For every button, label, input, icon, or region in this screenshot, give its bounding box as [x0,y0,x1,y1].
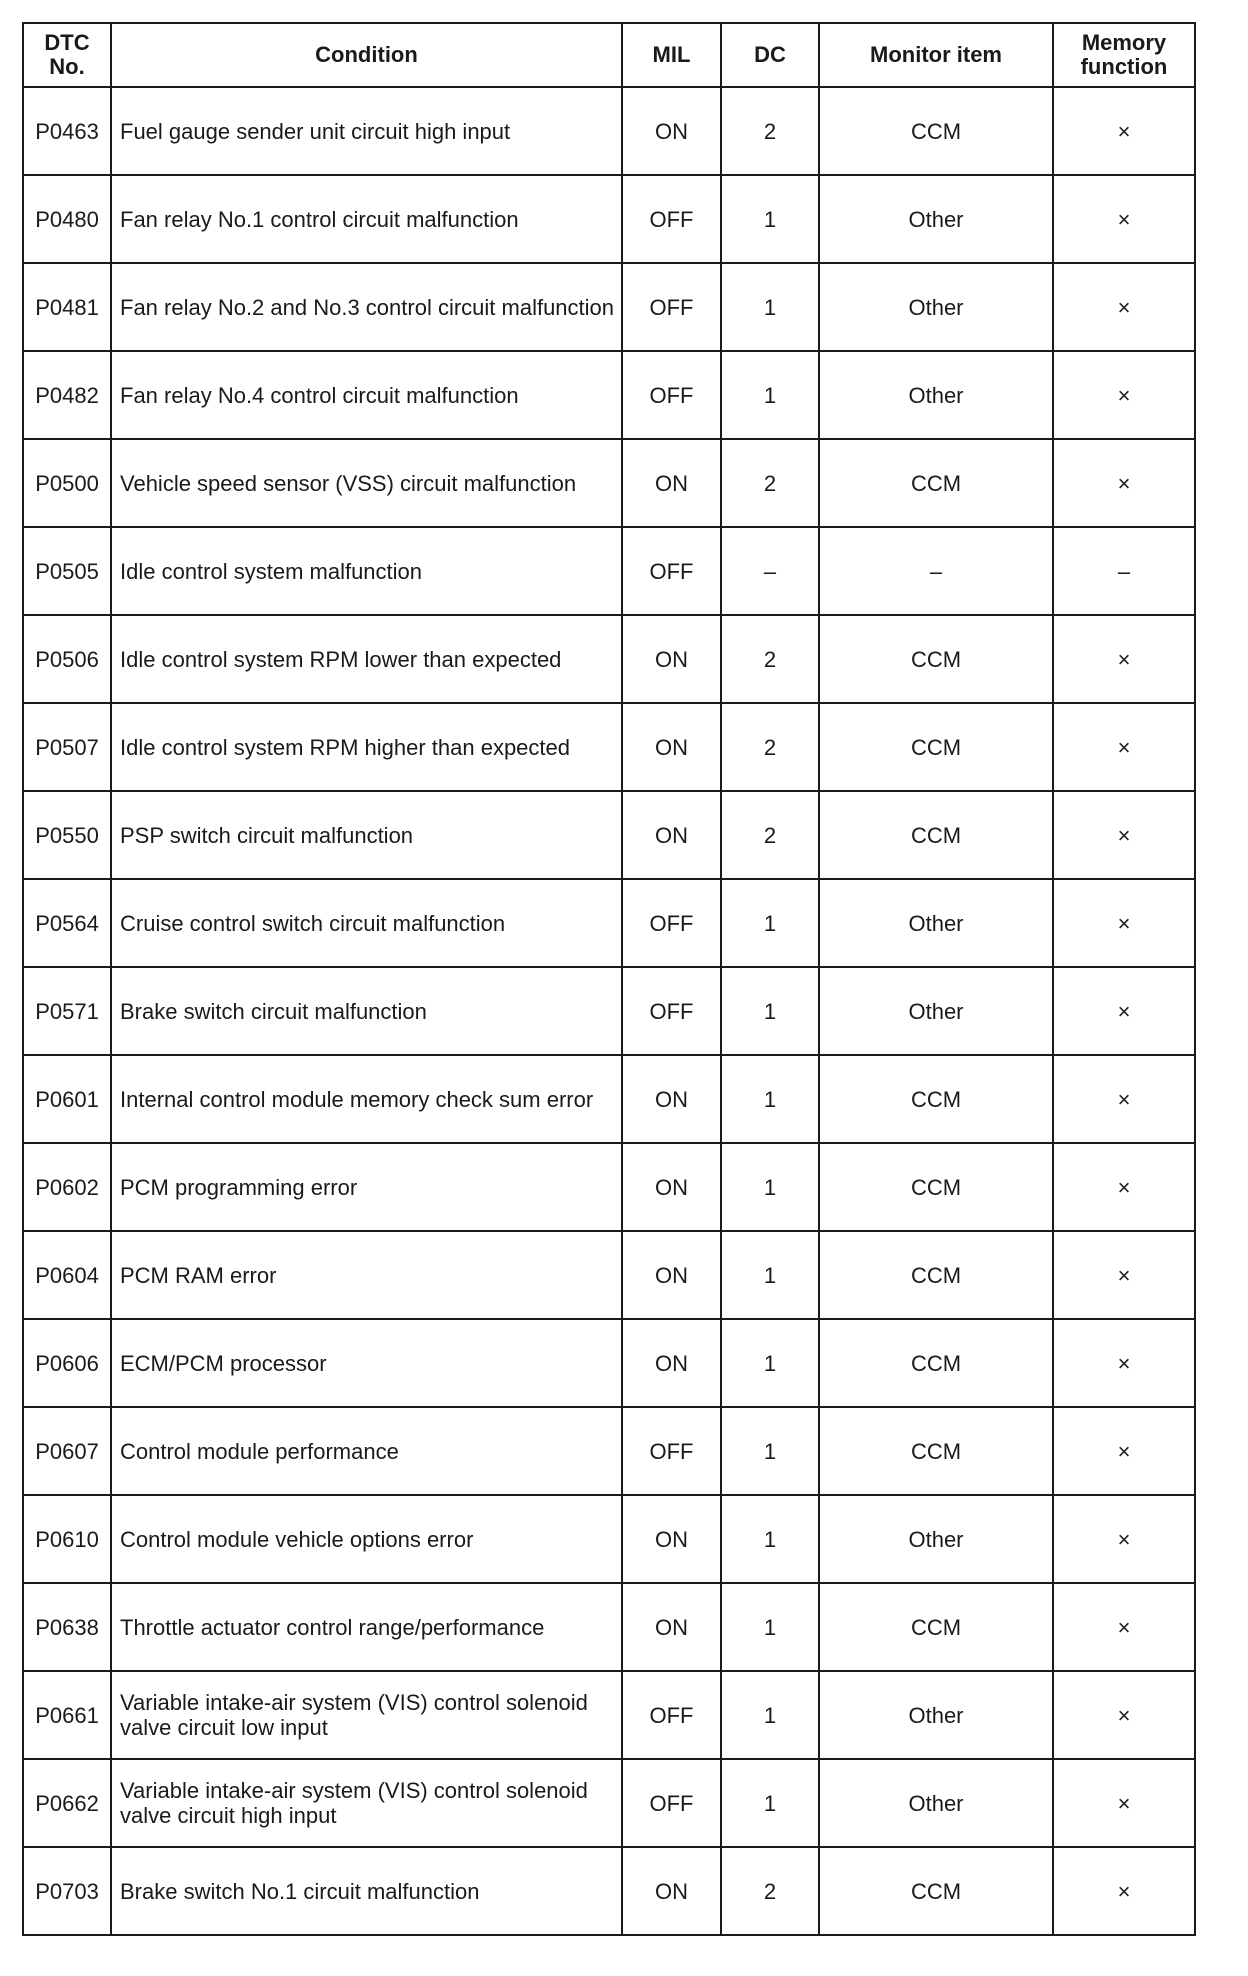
table-row [23,439,1195,527]
condition-cell: Fan relay No.1 control circuit malfunction [111,175,622,263]
monitor-item-cell: Other [819,1759,1053,1847]
table-row [23,1583,1195,1671]
table-row [23,1407,1195,1495]
mil-cell: OFF [622,1759,721,1847]
memory-function-cell: × [1053,791,1195,879]
dc-cell: 1 [721,1495,819,1583]
header-mil: MIL [622,23,721,87]
condition-cell: Idle control system RPM higher than expected [111,703,622,791]
table-body [23,87,1195,1935]
monitor-item-cell: Other [819,1495,1053,1583]
table-row [23,1847,1195,1935]
mil-cell: OFF [622,263,721,351]
table-row [23,1759,1195,1847]
condition-cell: PCM programming error [111,1143,622,1231]
dc-cell: 2 [721,703,819,791]
condition-cell: Control module vehicle options error [111,1495,622,1583]
dc-cell: 1 [721,1407,819,1495]
dc-cell: 2 [721,439,819,527]
table-row [23,791,1195,879]
monitor-item-cell: CCM [819,791,1053,879]
monitor-item-cell: Other [819,1671,1053,1759]
table-row [23,1231,1195,1319]
header-condition: Condition [111,23,622,87]
mil-cell: ON [622,87,721,175]
condition-cell: Brake switch circuit malfunction [111,967,622,1055]
memory-function-cell: × [1053,439,1195,527]
memory-function-cell: × [1053,1759,1195,1847]
dc-cell: 1 [721,263,819,351]
monitor-item-cell: Other [819,175,1053,263]
table-row [23,967,1195,1055]
condition-cell: Variable intake-air system (VIS) control solenoid valve circuit high input [111,1759,622,1847]
dc-cell: 1 [721,175,819,263]
condition-cell: Control module performance [111,1407,622,1495]
monitor-item-cell: CCM [819,1319,1053,1407]
memory-function-cell: × [1053,87,1195,175]
monitor-item-cell: CCM [819,1231,1053,1319]
dtc-code-cell: P0571 [23,967,111,1055]
table-row [23,615,1195,703]
dtc-code-cell: P0638 [23,1583,111,1671]
memory-function-cell: × [1053,1407,1195,1495]
condition-cell: Idle control system malfunction [111,527,622,615]
monitor-item-cell: CCM [819,1847,1053,1935]
condition-cell: Fan relay No.4 control circuit malfunction [111,351,622,439]
memory-function-cell: × [1053,1055,1195,1143]
monitor-item-cell: CCM [819,615,1053,703]
monitor-item-cell: Other [819,967,1053,1055]
mil-cell: OFF [622,1407,721,1495]
memory-function-cell: × [1053,175,1195,263]
table-header [23,23,1195,87]
condition-cell: Cruise control switch circuit malfunction [111,879,622,967]
mil-cell: OFF [622,1671,721,1759]
header-monitor-item: Monitor item [819,23,1053,87]
dc-cell: 1 [721,1231,819,1319]
table-row [23,703,1195,791]
mil-cell: ON [622,1231,721,1319]
table-row [23,1143,1195,1231]
dc-cell: 1 [721,879,819,967]
dc-cell: 2 [721,87,819,175]
condition-cell: Brake switch No.1 circuit malfunction [111,1847,622,1935]
memory-function-cell: × [1053,879,1195,967]
monitor-item-cell: CCM [819,1055,1053,1143]
monitor-item-cell: CCM [819,703,1053,791]
mil-cell: ON [622,1495,721,1583]
memory-function-cell: × [1053,1583,1195,1671]
table-row [23,1055,1195,1143]
memory-function-cell: × [1053,703,1195,791]
dc-cell: 1 [721,1055,819,1143]
dc-cell: 1 [721,1671,819,1759]
mil-cell: ON [622,615,721,703]
dtc-code-cell: P0507 [23,703,111,791]
table-row [23,1319,1195,1407]
condition-cell: Internal control module memory check sum error [111,1055,622,1143]
dc-cell: 1 [721,1583,819,1671]
mil-cell: OFF [622,175,721,263]
dc-cell: – [721,527,819,615]
dc-cell: 1 [721,967,819,1055]
dtc-code-cell: P0463 [23,87,111,175]
condition-cell: Vehicle speed sensor (VSS) circuit malfunction [111,439,622,527]
mil-cell: ON [622,1583,721,1671]
mil-cell: OFF [622,967,721,1055]
condition-cell: Variable intake-air system (VIS) control solenoid valve circuit low input [111,1671,622,1759]
mil-cell: OFF [622,351,721,439]
header-row [23,23,1195,87]
memory-function-cell: × [1053,1319,1195,1407]
dc-cell: 2 [721,1847,819,1935]
dtc-code-cell: P0607 [23,1407,111,1495]
monitor-item-cell: CCM [819,1143,1053,1231]
table-row [23,1671,1195,1759]
table-row [23,351,1195,439]
mil-cell: ON [622,703,721,791]
memory-function-cell: × [1053,967,1195,1055]
dtc-code-cell: P0500 [23,439,111,527]
monitor-item-cell: CCM [819,87,1053,175]
dtc-code-cell: P0703 [23,1847,111,1935]
mil-cell: OFF [622,527,721,615]
condition-cell: PCM RAM error [111,1231,622,1319]
dtc-code-cell: P0564 [23,879,111,967]
mil-cell: ON [622,1319,721,1407]
dtc-code-cell: P0482 [23,351,111,439]
monitor-item-cell: CCM [819,1407,1053,1495]
header-memory-function: Memory function [1053,23,1195,87]
table-row [23,1495,1195,1583]
dc-cell: 1 [721,1143,819,1231]
dtc-code-cell: P0610 [23,1495,111,1583]
mil-cell: ON [622,1847,721,1935]
table-row [23,527,1195,615]
table-row [23,87,1195,175]
mil-cell: ON [622,439,721,527]
memory-function-cell: × [1053,351,1195,439]
memory-function-cell: – [1053,527,1195,615]
monitor-item-cell: Other [819,351,1053,439]
dtc-code-cell: P0505 [23,527,111,615]
table-row [23,263,1195,351]
mil-cell: OFF [622,879,721,967]
memory-function-cell: × [1053,263,1195,351]
condition-cell: Fan relay No.2 and No.3 control circuit malfunction [111,263,622,351]
dtc-code-cell: P0481 [23,263,111,351]
table-row [23,175,1195,263]
table-row [23,879,1195,967]
dtc-code-cell: P0606 [23,1319,111,1407]
memory-function-cell: × [1053,1671,1195,1759]
dtc-code-cell: P0604 [23,1231,111,1319]
monitor-item-cell: Other [819,879,1053,967]
dtc-code-cell: P0602 [23,1143,111,1231]
memory-function-cell: × [1053,1847,1195,1935]
memory-function-cell: × [1053,1231,1195,1319]
dtc-code-cell: P0601 [23,1055,111,1143]
header-dtc-no: DTC No. [23,23,111,87]
dtc-code-cell: P0480 [23,175,111,263]
condition-cell: PSP switch circuit malfunction [111,791,622,879]
dtc-table [22,22,1196,1936]
monitor-item-cell: CCM [819,1583,1053,1671]
memory-function-cell: × [1053,1495,1195,1583]
condition-cell: Fuel gauge sender unit circuit high input [111,87,622,175]
monitor-item-cell: Other [819,263,1053,351]
dc-cell: 1 [721,351,819,439]
header-dc: DC [721,23,819,87]
dc-cell: 1 [721,1319,819,1407]
monitor-item-cell: CCM [819,439,1053,527]
mil-cell: ON [622,1143,721,1231]
memory-function-cell: × [1053,615,1195,703]
dtc-code-cell: P0550 [23,791,111,879]
mil-cell: ON [622,791,721,879]
memory-function-cell: × [1053,1143,1195,1231]
dtc-code-cell: P0662 [23,1759,111,1847]
condition-cell: Throttle actuator control range/performance [111,1583,622,1671]
dc-cell: 2 [721,791,819,879]
dtc-code-cell: P0506 [23,615,111,703]
condition-cell: Idle control system RPM lower than expected [111,615,622,703]
dc-cell: 2 [721,615,819,703]
mil-cell: ON [622,1055,721,1143]
dtc-code-cell: P0661 [23,1671,111,1759]
condition-cell: ECM/PCM processor [111,1319,622,1407]
dc-cell: 1 [721,1759,819,1847]
monitor-item-cell: – [819,527,1053,615]
